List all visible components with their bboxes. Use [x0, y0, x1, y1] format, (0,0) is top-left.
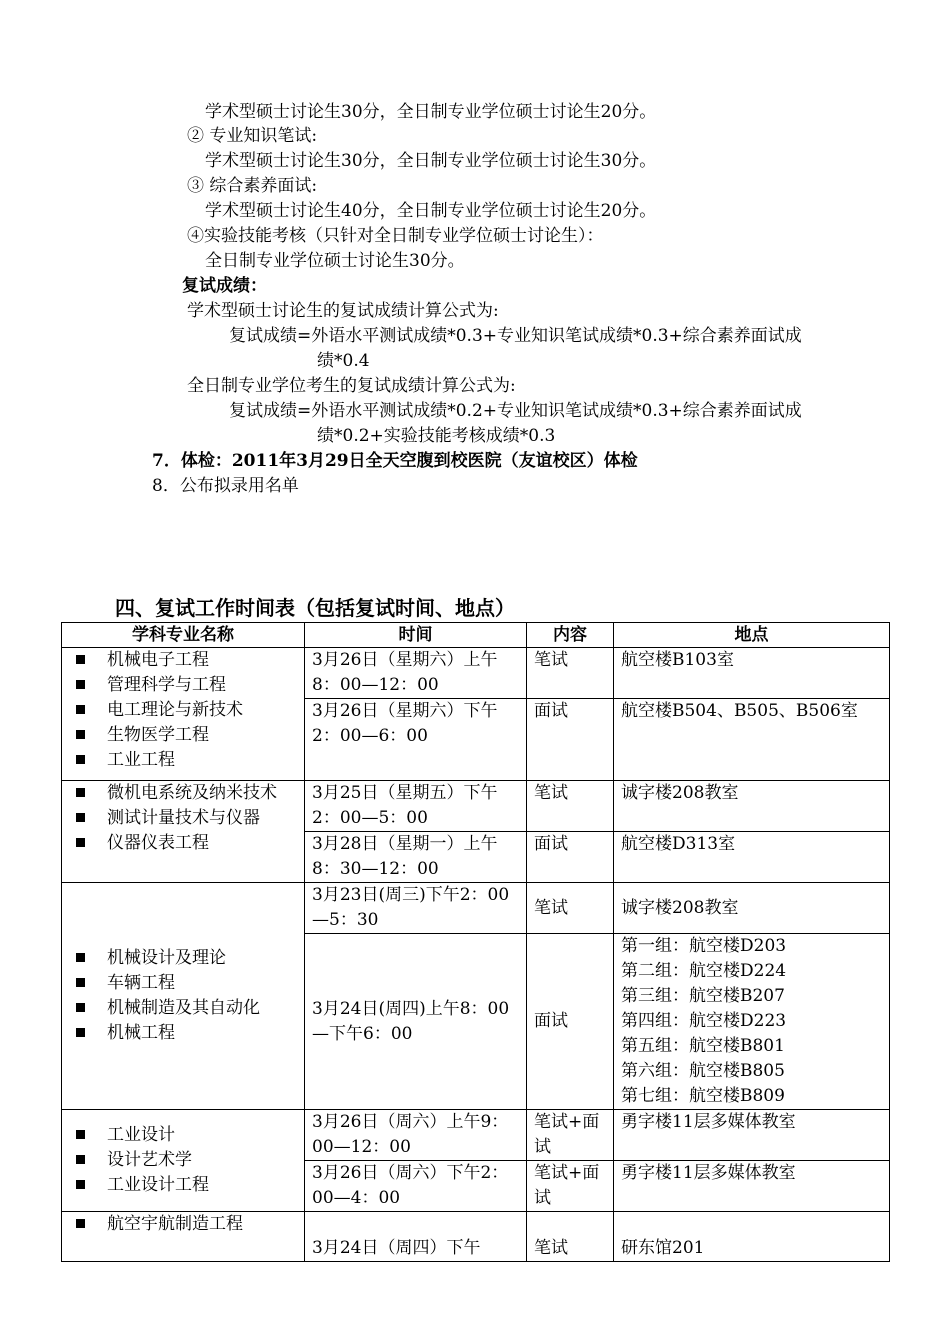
subject-item: 工业设计 — [76, 1123, 297, 1148]
time-cell: 3月23日(周三)下午2：00—5：30 — [305, 883, 527, 934]
subject-item: 机械设计及理论 — [76, 946, 297, 971]
place-cell: 研东馆201 — [614, 1212, 890, 1262]
header-content: 内容 — [527, 623, 614, 648]
time-cell: 3月25日（星期五）下午2：00—5：00 — [305, 781, 527, 832]
item-2-heading: ② 专业知识笔试: — [187, 126, 318, 146]
subject-cell — [62, 883, 305, 1110]
content-cell: 笔试 — [527, 781, 614, 832]
header-time: 时间 — [305, 623, 527, 648]
item-4-heading: ④实验技能考核（只针对全日制专业学位硕士讨论生）： — [187, 226, 604, 246]
place-cell: 航空楼D313室 — [614, 832, 890, 883]
bullet-square-icon — [76, 1130, 85, 1139]
bullet-square-icon — [76, 680, 85, 689]
time-cell: 3月24日(周四)上午8：00—下午6：00 — [305, 934, 527, 1110]
subject-item: 航空宇航制造工程 — [76, 1212, 297, 1237]
language-score-line: 学术型硕士讨论生30分，全日制专业学位硕士讨论生20分。 — [205, 102, 657, 122]
bullet-square-icon — [76, 953, 85, 962]
time-cell: 3月26日（星期六）下午2：00—6：00 — [305, 699, 527, 781]
item-3-heading: ③ 综合素养面试: — [187, 176, 318, 196]
academic-formula-cont: 绩*0.4 — [317, 351, 370, 371]
time-cell: 3月26日（周六）下午2：00—4：00 — [305, 1161, 527, 1212]
bullet-square-icon — [76, 838, 85, 847]
subject-item: 管理科学与工程 — [76, 673, 297, 698]
time-cell: 3月26日（星期六）上午8：00—12：00 — [305, 648, 527, 699]
time-cell: 3月28日（星期一）上午8：30—12：00 — [305, 832, 527, 883]
content-cell: 笔试 — [527, 883, 614, 934]
place-cell: 勇字楼11层多媒体教室 — [614, 1161, 890, 1212]
header-subject: 学科专业名称 — [62, 623, 305, 648]
header-place: 地点 — [614, 623, 890, 648]
subject-cell — [62, 1212, 305, 1262]
table-row — [62, 781, 890, 832]
bullet-square-icon — [76, 1219, 85, 1228]
subject-item: 工业工程 — [76, 748, 297, 773]
subject-item: 微机电系统及纳米技术 — [76, 781, 297, 806]
academic-formula-intro: 学术型硕士讨论生的复试成绩计算公式为: — [187, 301, 499, 321]
subject-cell — [62, 1110, 305, 1212]
item-8-publish-list: 8．公布拟录用名单 — [152, 476, 299, 496]
content-cell: 笔试+面试 — [527, 1110, 614, 1161]
subject-item: 生物医学工程 — [76, 723, 297, 748]
table-row — [62, 648, 890, 699]
bullet-square-icon — [76, 730, 85, 739]
subject-item: 电工理论与新技术 — [76, 698, 297, 723]
content-cell: 面试 — [527, 934, 614, 1110]
lab-score-line: 全日制专业学位硕士讨论生30分。 — [205, 251, 465, 271]
subject-item: 机械工程 — [76, 1021, 297, 1046]
place-cell: 勇字楼11层多媒体教室 — [614, 1110, 890, 1161]
table-row — [62, 1110, 890, 1161]
bullet-square-icon — [76, 755, 85, 764]
table-row — [62, 1212, 890, 1262]
place-cell: 航空楼B504、B505、B506室 — [614, 699, 890, 781]
professional-formula-intro: 全日制专业学位考生的复试成绩计算公式为: — [187, 376, 516, 396]
subject-item: 机械电子工程 — [76, 648, 297, 673]
section-title: 四、复试工作时间表（包括复试时间、地点） — [115, 596, 515, 620]
bullet-square-icon — [76, 655, 85, 664]
subject-cell — [62, 781, 305, 883]
place-cell: 诚字楼208教室 — [614, 883, 890, 934]
retest-score-heading: 复试成绩： — [182, 276, 267, 296]
subject-item: 测试计量技术与仪器 — [76, 806, 297, 831]
bullet-square-icon — [76, 705, 85, 714]
subject-item: 车辆工程 — [76, 971, 297, 996]
subject-item: 设计艺术学 — [76, 1148, 297, 1173]
content-cell: 笔试 — [527, 1212, 614, 1262]
professional-formula-cont: 绩*0.2+实验技能考核成绩*0.3 — [317, 426, 556, 446]
bullet-square-icon — [76, 978, 85, 987]
written-score-line: 学术型硕士讨论生30分，全日制专业学位硕士讨论生30分。 — [205, 151, 657, 171]
bullet-square-icon — [76, 1003, 85, 1012]
bullet-square-icon — [76, 788, 85, 797]
subject-cell — [62, 648, 305, 781]
place-cell: 第一组：航空楼D203 第二组：航空楼D224 第三组：航空楼B207 第四组：航空楼D223 第五组：航空楼B801 第六组：航空楼B805 第七组：航空楼B809 — [614, 934, 890, 1110]
item-7-physical-exam: 7．体检：2011年3月29日全天空腹到校医院（友谊校区）体检 — [152, 451, 638, 471]
place-cell: 航空楼B103室 — [614, 648, 890, 699]
interview-score-line: 学术型硕士讨论生40分，全日制专业学位硕士讨论生20分。 — [205, 201, 657, 221]
bullet-square-icon — [76, 1028, 85, 1037]
bullet-square-icon — [76, 1180, 85, 1189]
subject-item: 仪器仪表工程 — [76, 831, 297, 856]
content-cell: 笔试+面试 — [527, 1161, 614, 1212]
time-cell: 3月24日（周四）下午 — [305, 1212, 527, 1262]
table-row — [62, 883, 890, 934]
place-cell: 诚字楼208教室 — [614, 781, 890, 832]
academic-formula: 复试成绩=外语水平测试成绩*0.3+专业知识笔试成绩*0.3+综合素养面试成 — [229, 326, 802, 346]
time-cell: 3月26日（周六）上午9：00—12：00 — [305, 1110, 527, 1161]
content-cell: 笔试 — [527, 648, 614, 699]
content-cell: 面试 — [527, 699, 614, 781]
subject-item: 工业设计工程 — [76, 1173, 297, 1198]
content-cell: 面试 — [527, 832, 614, 883]
subject-item: 机械制造及其自动化 — [76, 996, 297, 1021]
bullet-square-icon — [76, 813, 85, 822]
table-header-row — [62, 623, 890, 648]
schedule-table — [61, 622, 890, 1262]
bullet-square-icon — [76, 1155, 85, 1164]
professional-formula: 复试成绩=外语水平测试成绩*0.2+专业知识笔试成绩*0.3+综合素养面试成 — [229, 401, 802, 421]
